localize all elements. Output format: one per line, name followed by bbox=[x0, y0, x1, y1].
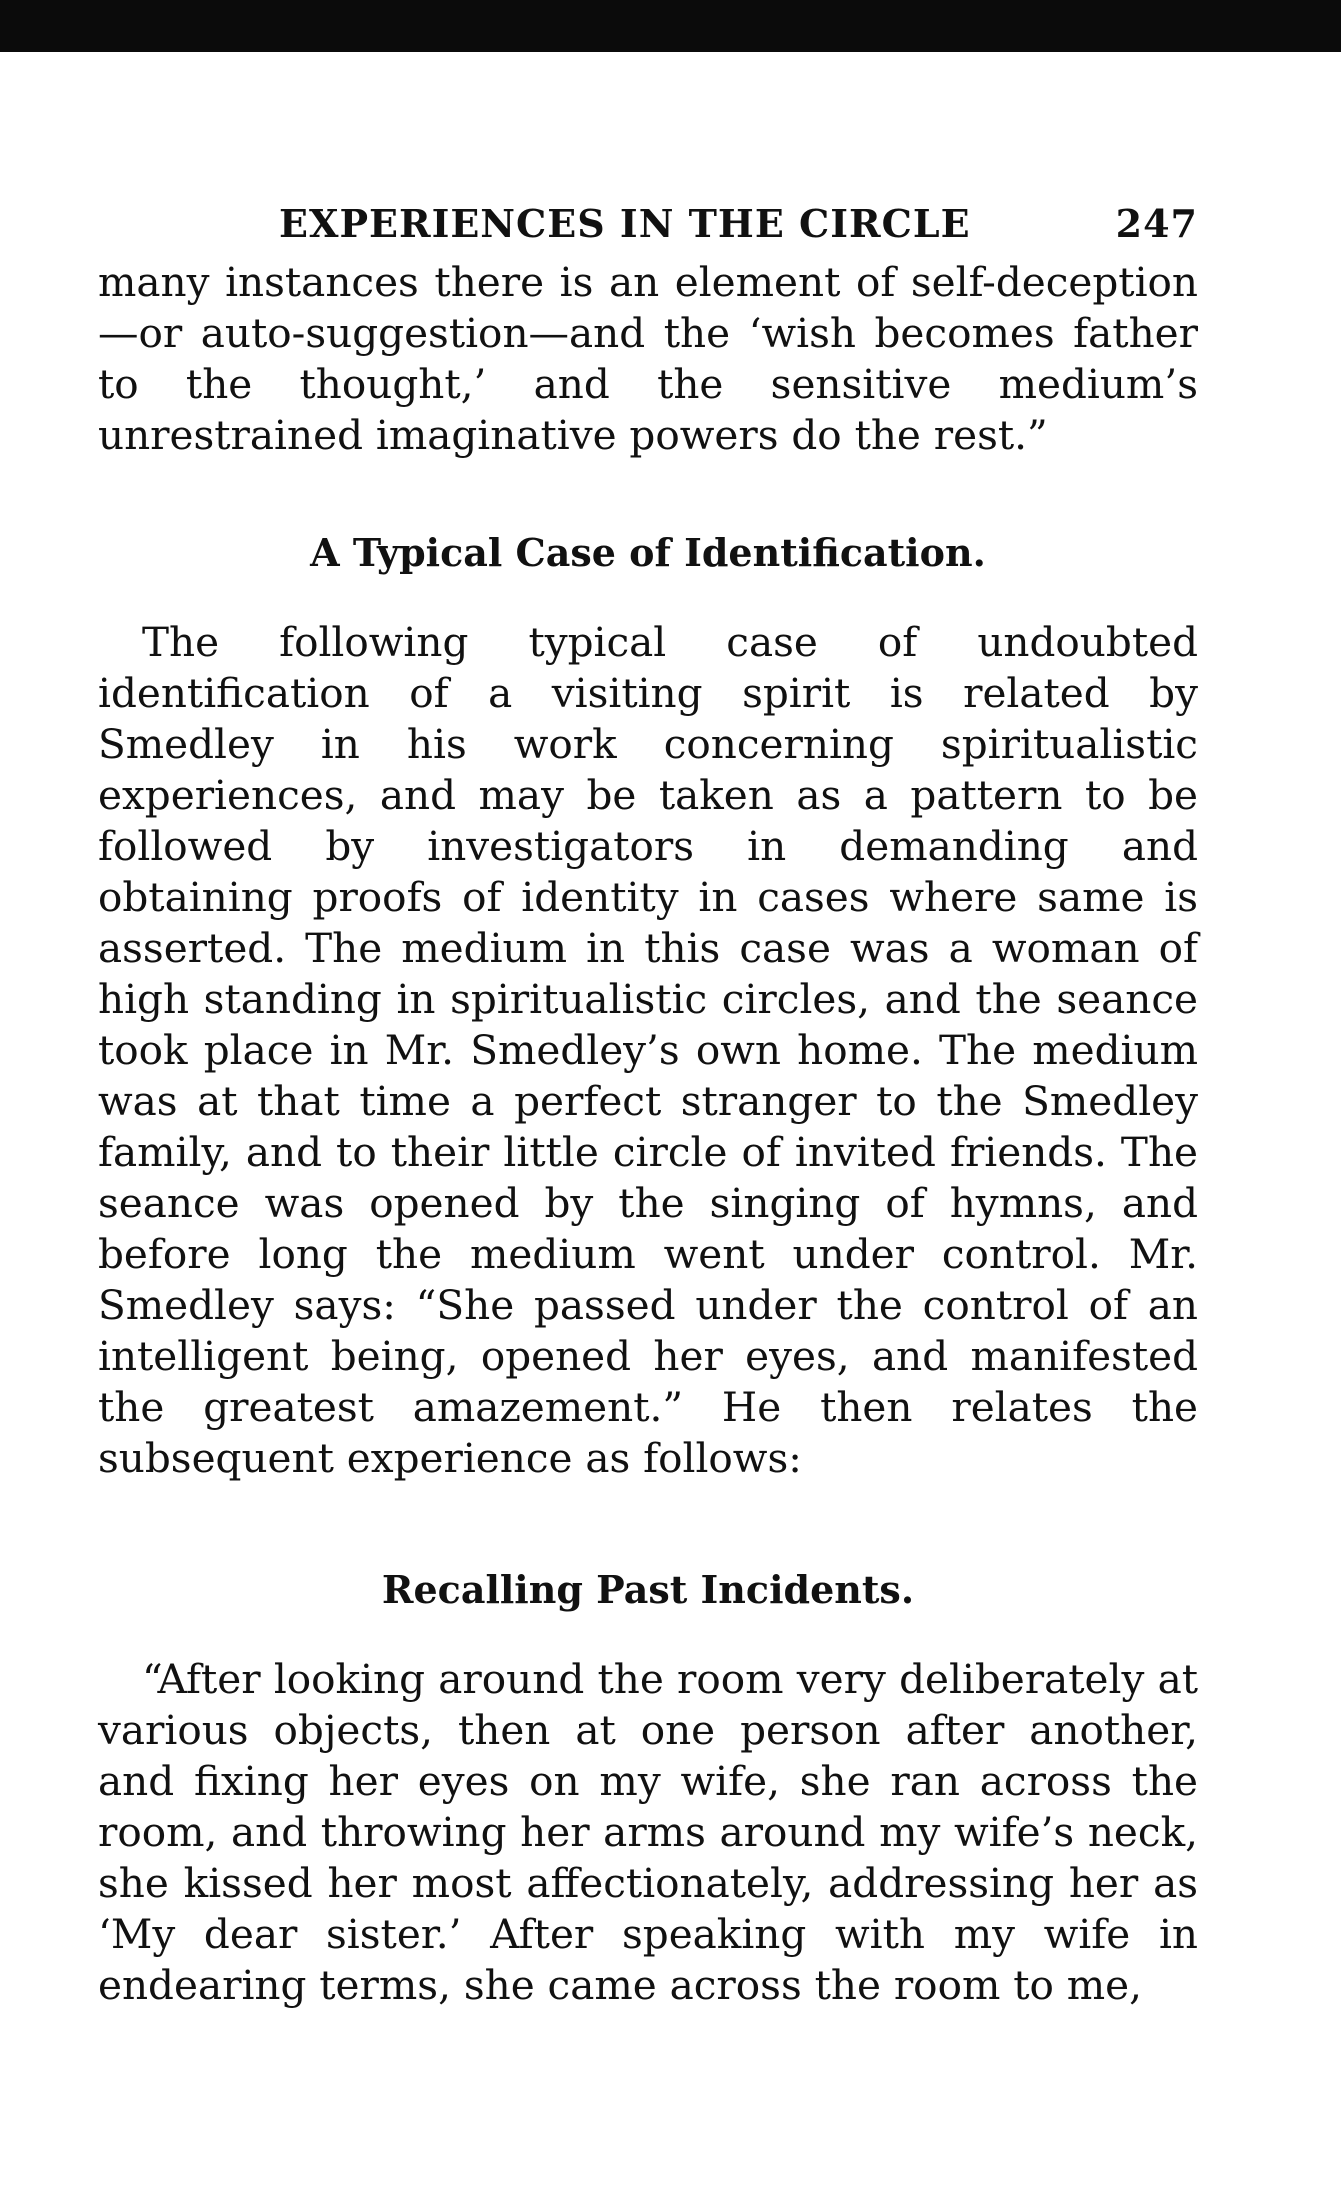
paragraph-continuation: many instances there is an element of self-deception —or auto-suggestion—and the ‘wish becomes father to the thought,’ and the sensitive medium’s unrestrained imaginative powers do the rest.” bbox=[98, 258, 1198, 459]
paragraph-typical-case: The following typical case of undoubted identification of a visiting spirit is related by Smedley in his work concerning spiritualistic experiences, and may be taken as a pattern to be followed by investigators in demanding and obtaining proofs of identity in cases where same is asserted. The medium in this case was a woman of high standing in spiritualistic circles, and the seance took place in Mr. Smedley’s own home. The medium was at that time a perfect stranger to the Smedley family, and to their little circle of invited friends. The seance was opened by the singing of hymns, and before long the medium went under control. Mr. Smedley says: “She passed under the control of an intelligent being, opened her eyes, and manifested the greatest amazement.” He then relates the subsequent experience as follows: bbox=[98, 618, 1198, 1482]
page-number: 247 bbox=[1115, 201, 1198, 246]
section-heading-typical-case: A Typical Case of Identification. bbox=[310, 530, 986, 575]
scan-top-border bbox=[0, 0, 1341, 52]
paragraph-recalling-incidents: “After looking around the room very deliberately at various objects, then at one person after another, and fixing her eyes on my wife, she ran across the room, and throwing her arms around my wife’s neck, she kissed her most affectionately, addressing her as ‘My dear sister.’ After speaking with my wife in endearing terms, she came across the room to me, bbox=[98, 1655, 1198, 2009]
running-head bbox=[98, 195, 1198, 257]
section-heading-recalling-past-incidents: Recalling Past Incidents. bbox=[381, 1567, 915, 1612]
book-page bbox=[98, 195, 1198, 2011]
running-title: EXPERIENCES IN THE CIRCLE bbox=[279, 201, 971, 246]
